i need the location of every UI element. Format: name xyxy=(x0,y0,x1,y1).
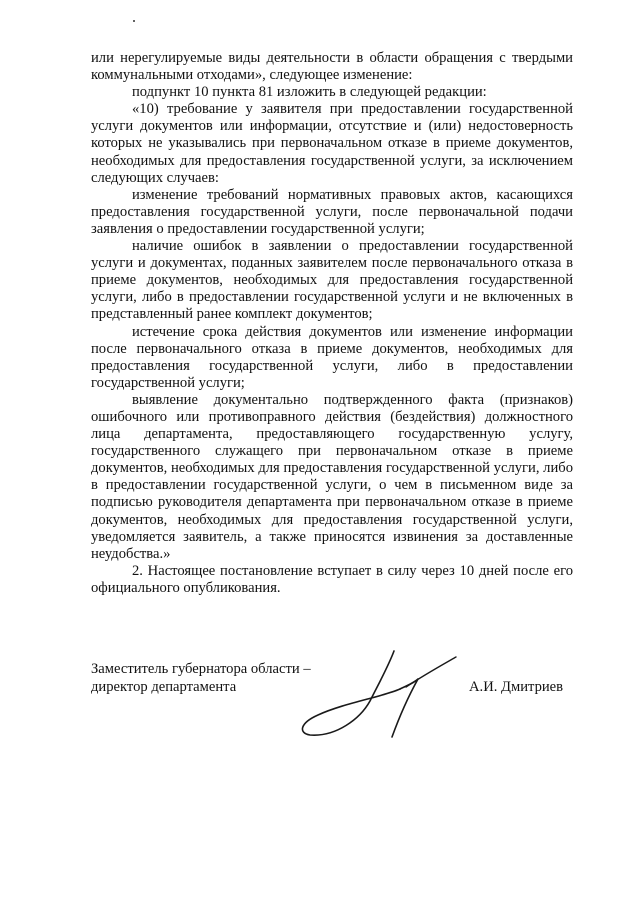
paragraph-entry-into-force: 2. Настоящее постановление вступает в силу через 10 дней после его официального опубликования. xyxy=(91,562,573,596)
signatory-position-line2: директор департамента xyxy=(91,678,237,695)
paragraph-subpoint-intro: подпункт 10 пункта 81 изложить в следующей редакции: xyxy=(132,84,487,101)
signatory-position-line1: Заместитель губернатора области – xyxy=(91,661,311,677)
signature-stroke-main xyxy=(302,651,400,735)
handwritten-signature xyxy=(296,645,466,745)
signature-stroke-tail xyxy=(392,679,418,737)
document-body xyxy=(91,50,573,597)
paragraph-case-expiry: истечение срока действия документов или изменение информации после первоначального отказа в приеме документов, необходимых для предоставления государственной услуги, либо в предоставлении государственной услуги; xyxy=(91,323,573,391)
paragraph-continuation: или нерегулируемые виды деятельности в области обращения с твердыми коммунальными отходами», следующее изменение: xyxy=(91,50,573,84)
signature-stroke-flourish xyxy=(406,657,456,687)
paragraph-case-errors: наличие ошибок в заявлении о предоставлении государственной услуги и документах, поданных заявителем после первоначального отказа в приеме документов, необходимых для предоставления государственной услуги, либо в предоставлении государственной услуги и не включенных в представленный ранее комплект документов; xyxy=(91,238,573,323)
paragraph-case-wrongful-action: выявление документально подтвержденного факта (признаков) ошибочного или противоправного действия (бездействия) должностного лица департамента, предоставляющего государственную услугу, государственного служащего при первоначальном отказе в приеме документов, необходимых для предоставления государственной услуги, либо в предоставлении государственной услуги, о чем в письменном виде за подписью руководителя департамента при первоначальном отказе в приеме документов, необходимых для предоставления государственной услуги, уведомляется заявитель, а также приносятся извинения за доставленные неудобства.» xyxy=(91,391,573,562)
signatory-position xyxy=(91,661,311,696)
signatory-name: А.И. Дмитриев xyxy=(469,679,564,695)
paragraph-subpoint-10: «10) требование у заявителя при предоставлении государственной услуги документов или информации, отсутствие и (или) недостоверность которых не указывались при первоначальном отказе в приеме документов, необходимых для предоставления государственной услуги, за исключением следующих случаев: xyxy=(91,101,573,186)
paragraph-case-regulation-change: изменение требований нормативных правовых актов, касающихся предоставления государственной услуги, после первоначальной подачи заявления о предоставлении государственной услуги; xyxy=(91,186,573,237)
scan-speck xyxy=(133,20,135,22)
